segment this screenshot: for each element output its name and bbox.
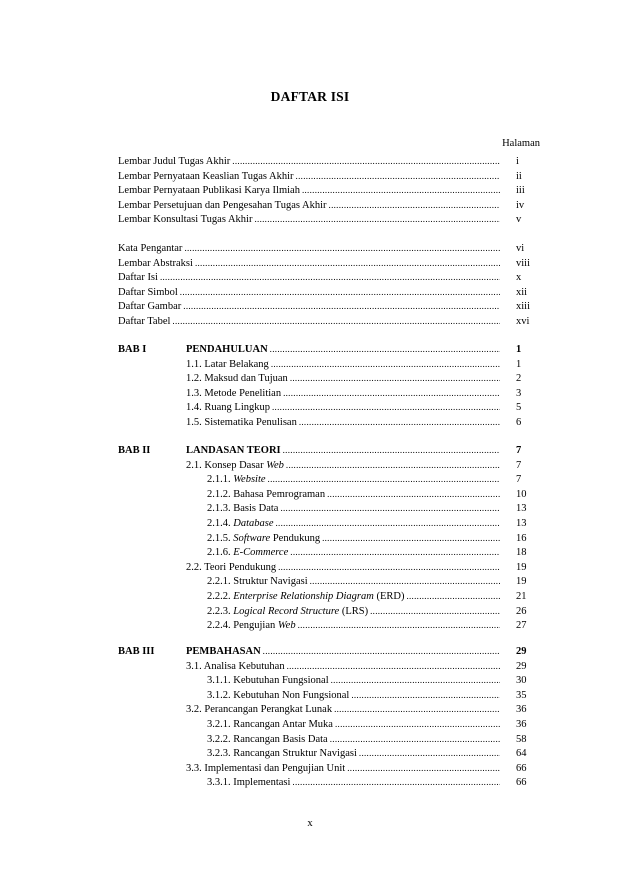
leader-dots xyxy=(263,645,500,658)
toc-subentry xyxy=(186,703,500,716)
leader-dots xyxy=(280,502,500,515)
toc-page-number: 58 xyxy=(516,733,527,745)
leader-dots xyxy=(329,199,500,212)
toc-subentry xyxy=(207,532,500,545)
toc-page-number: iv xyxy=(516,199,525,211)
leader-dots xyxy=(359,747,500,760)
toc-page-number: i xyxy=(516,156,519,167)
toc-page-number: vi xyxy=(516,243,525,254)
halaman-header: Halaman xyxy=(502,138,540,149)
leader-dots xyxy=(254,213,500,226)
toc-entry-label: Daftar Simbol xyxy=(118,286,178,298)
toc-page-number: viii xyxy=(516,257,531,269)
leader-dots xyxy=(296,170,500,183)
leader-dots xyxy=(406,590,500,603)
toc-entry-label: 2.2.4. Pengujian Web xyxy=(207,620,296,632)
leader-dots xyxy=(290,546,500,559)
toc-entry-label: 2.1.6. E-Commerce xyxy=(207,547,289,559)
toc-entry-label: 3.1. Analisa Kebutuhan xyxy=(186,660,285,672)
toc-subentry xyxy=(186,358,500,371)
toc-entry xyxy=(118,242,500,255)
toc-entry-label: 2.1.5. Software Pendukung xyxy=(207,532,321,544)
leader-dots xyxy=(160,271,500,284)
toc-page-number: 13 xyxy=(516,518,527,529)
toc-entry-label: 1.1. Latar Belakang xyxy=(186,358,269,370)
leader-dots xyxy=(335,718,500,731)
toc-entry-label: PEMBAHASAN xyxy=(186,646,261,657)
toc-page-number: 5 xyxy=(516,402,522,414)
toc-page-number: 26 xyxy=(516,605,527,617)
toc-page-number: 19 xyxy=(516,561,527,573)
toc-subentry xyxy=(186,459,500,472)
toc-page-number: 36 xyxy=(516,704,527,716)
toc-subentry xyxy=(207,605,500,618)
toc-page-number: 30 xyxy=(516,675,527,687)
toc-subentry xyxy=(207,718,500,731)
leader-dots xyxy=(370,605,500,618)
toc-page-number: ii xyxy=(516,170,522,182)
leader-dots xyxy=(327,488,500,501)
leader-dots xyxy=(183,300,500,313)
toc-page-number: 19 xyxy=(516,576,527,588)
toc-entry-label: 3.2.2. Rancangan Basis Data xyxy=(207,733,328,745)
toc-page-number: xii xyxy=(516,286,528,298)
leader-dots xyxy=(331,674,500,687)
leader-dots xyxy=(310,575,500,588)
toc-entry-label: 2.1.1. Website xyxy=(207,474,266,486)
toc-entry-label: 2.1.2. Bahasa Pemrograman xyxy=(207,488,326,500)
toc-entry-label: 2.2.3. Logical Record Structure (LRS) xyxy=(207,605,369,617)
toc-page-number: 66 xyxy=(516,762,527,774)
leader-dots xyxy=(184,242,500,255)
toc-page-number: xiii xyxy=(516,301,531,313)
toc-entry xyxy=(118,184,500,197)
leader-dots xyxy=(302,184,500,197)
leader-dots xyxy=(299,416,500,429)
toc-entry-label: 3.3. Implementasi dan Pengujian Unit xyxy=(186,762,346,774)
toc-entry-label: 2.1.4. Database xyxy=(207,518,274,529)
toc-entry-label: 2.1. Konsep Dasar Web xyxy=(186,459,284,471)
leader-dots xyxy=(322,532,500,545)
toc-entry-label: 3.3.1. Implementasi xyxy=(207,777,291,789)
toc-page-number: 27 xyxy=(516,620,527,632)
chapter-number: BAB I xyxy=(118,344,147,355)
toc-page-number: 16 xyxy=(516,532,527,544)
toc-entry xyxy=(118,199,500,212)
leader-dots xyxy=(330,733,500,746)
chapter-heading xyxy=(186,444,500,457)
toc-entry-label: 1.2. Maksud dan Tujuan xyxy=(186,373,288,385)
toc-page-number: 66 xyxy=(516,777,527,789)
toc-page-number: 21 xyxy=(516,591,527,602)
leader-dots xyxy=(180,286,500,299)
toc-entry-label: Lembar Konsultasi Tugas Akhir xyxy=(118,214,253,226)
chapter-heading xyxy=(186,343,500,356)
toc-entry xyxy=(118,155,500,168)
toc-subentry xyxy=(207,502,500,515)
toc-page-number: iii xyxy=(516,185,525,197)
page-number: x xyxy=(307,818,313,829)
toc-subentry xyxy=(186,762,500,775)
leader-dots xyxy=(195,257,500,270)
leader-dots xyxy=(271,358,500,371)
toc-entry-label: 3.1.1. Kebutuhan Fungsional xyxy=(207,675,329,687)
toc-subentry xyxy=(207,590,500,603)
toc-entry-label: 1.5. Sistematika Penulisan xyxy=(186,417,297,428)
toc-entry-label: Lembar Abstraksi xyxy=(118,257,193,269)
toc-entry xyxy=(118,315,500,328)
chapter-heading xyxy=(186,645,500,658)
leader-dots xyxy=(286,459,500,472)
toc-entry xyxy=(118,213,500,226)
toc-entry-label: Daftar Gambar xyxy=(118,301,182,313)
toc-page-number: 13 xyxy=(516,503,527,515)
toc-entry-label: Daftar Isi xyxy=(118,272,158,284)
toc-entry-label: Lembar Pernyataan Keaslian Tugas Akhir xyxy=(118,170,294,182)
toc-entry-label: 2.2.2. Enterprise Relationship Diagram (ERD) xyxy=(207,591,405,602)
leader-dots xyxy=(290,372,500,385)
toc-page-number: 10 xyxy=(516,488,527,500)
toc-subentry xyxy=(207,674,500,687)
toc-page-number: 35 xyxy=(516,689,527,701)
toc-subentry xyxy=(207,776,500,789)
chapter-number: BAB III xyxy=(118,646,155,657)
leader-dots xyxy=(270,343,500,356)
toc-entry-label: 2.2. Teori Pendukung xyxy=(186,561,277,573)
toc-entry xyxy=(118,170,500,183)
toc-page-number: 1 xyxy=(516,344,522,355)
toc-page-number: xvi xyxy=(516,316,530,327)
toc-subentry xyxy=(207,473,500,486)
toc-entry-label: PENDAHULUAN xyxy=(186,344,268,355)
toc-subentry xyxy=(186,387,500,400)
toc-subentry xyxy=(186,416,500,429)
toc-subentry xyxy=(207,733,500,746)
toc-page-number: 7 xyxy=(516,459,522,471)
toc-page-number: 29 xyxy=(516,646,527,657)
toc-subentry xyxy=(207,689,500,702)
toc-page-number: x xyxy=(516,272,522,284)
toc-subentry xyxy=(207,488,500,501)
leader-dots xyxy=(276,517,501,530)
page-title: DAFTAR ISI xyxy=(270,89,350,104)
leader-dots xyxy=(334,703,500,716)
toc-page-number: v xyxy=(516,214,522,226)
toc-entry xyxy=(118,300,500,313)
leader-dots xyxy=(351,689,500,702)
toc-entry-label: 1.4. Ruang Lingkup xyxy=(186,402,270,414)
toc-subentry xyxy=(186,372,500,385)
toc-subentry xyxy=(186,561,500,574)
toc-entry-label: Daftar Tabel xyxy=(118,316,171,327)
toc-page-number: 29 xyxy=(516,660,527,672)
toc-page-number: 18 xyxy=(516,547,527,559)
toc-subentry xyxy=(207,575,500,588)
toc-subentry xyxy=(207,747,500,760)
toc-entry-label: Lembar Pernyataan Publikasi Karya Ilmiah xyxy=(118,185,300,197)
toc-entry-label: 3.2.1. Rancangan Antar Muka xyxy=(207,719,333,730)
toc-entry-label: 1.3. Metode Penelitian xyxy=(186,387,282,399)
toc-subentry xyxy=(186,660,500,673)
toc-entry-label: Lembar Judul Tugas Akhir xyxy=(118,156,231,167)
toc-page-number: 3 xyxy=(516,387,522,399)
leader-dots xyxy=(272,401,500,414)
toc-subentry xyxy=(207,546,500,559)
leader-dots xyxy=(278,561,500,574)
toc-entry-label: Kata Pengantar xyxy=(118,243,183,254)
leader-dots xyxy=(172,315,500,328)
leader-dots xyxy=(298,619,500,632)
toc-page-number: 36 xyxy=(516,719,527,730)
leader-dots xyxy=(292,776,500,789)
leader-dots xyxy=(232,155,500,168)
toc-subentry xyxy=(207,517,500,530)
toc-entry-label: LANDASAN TEORI xyxy=(186,445,281,456)
leader-dots xyxy=(287,660,500,673)
toc-entry-label: 2.1.3. Basis Data xyxy=(207,503,279,515)
leader-dots xyxy=(268,473,500,486)
toc-entry-label: Lembar Persetujuan dan Pengesahan Tugas Akhir xyxy=(118,199,327,211)
toc-subentry xyxy=(186,401,500,414)
toc-entry-label: 3.1.2. Kebutuhan Non Fungsional xyxy=(207,689,350,701)
toc-page-number: 1 xyxy=(516,358,522,370)
toc-subentry xyxy=(207,619,500,632)
toc-page-number: 7 xyxy=(516,445,522,456)
toc-entry-label: 2.2.1. Struktur Navigasi xyxy=(207,576,308,588)
toc-entry xyxy=(118,286,500,299)
toc-entry-label: 3.2. Perancangan Perangkat Lunak xyxy=(186,704,333,716)
toc-page-number: 2 xyxy=(516,373,522,385)
toc-page-number: 64 xyxy=(516,748,527,760)
toc-page-number: 7 xyxy=(516,474,522,486)
toc-entry-label: 3.2.3. Rancangan Struktur Navigasi xyxy=(207,748,357,760)
chapter-number: BAB II xyxy=(118,445,151,456)
leader-dots xyxy=(283,444,500,457)
leader-dots xyxy=(347,762,500,775)
toc-page-number: 6 xyxy=(516,417,522,428)
leader-dots xyxy=(283,387,500,400)
toc-entry xyxy=(118,271,500,284)
toc-entry xyxy=(118,257,500,270)
